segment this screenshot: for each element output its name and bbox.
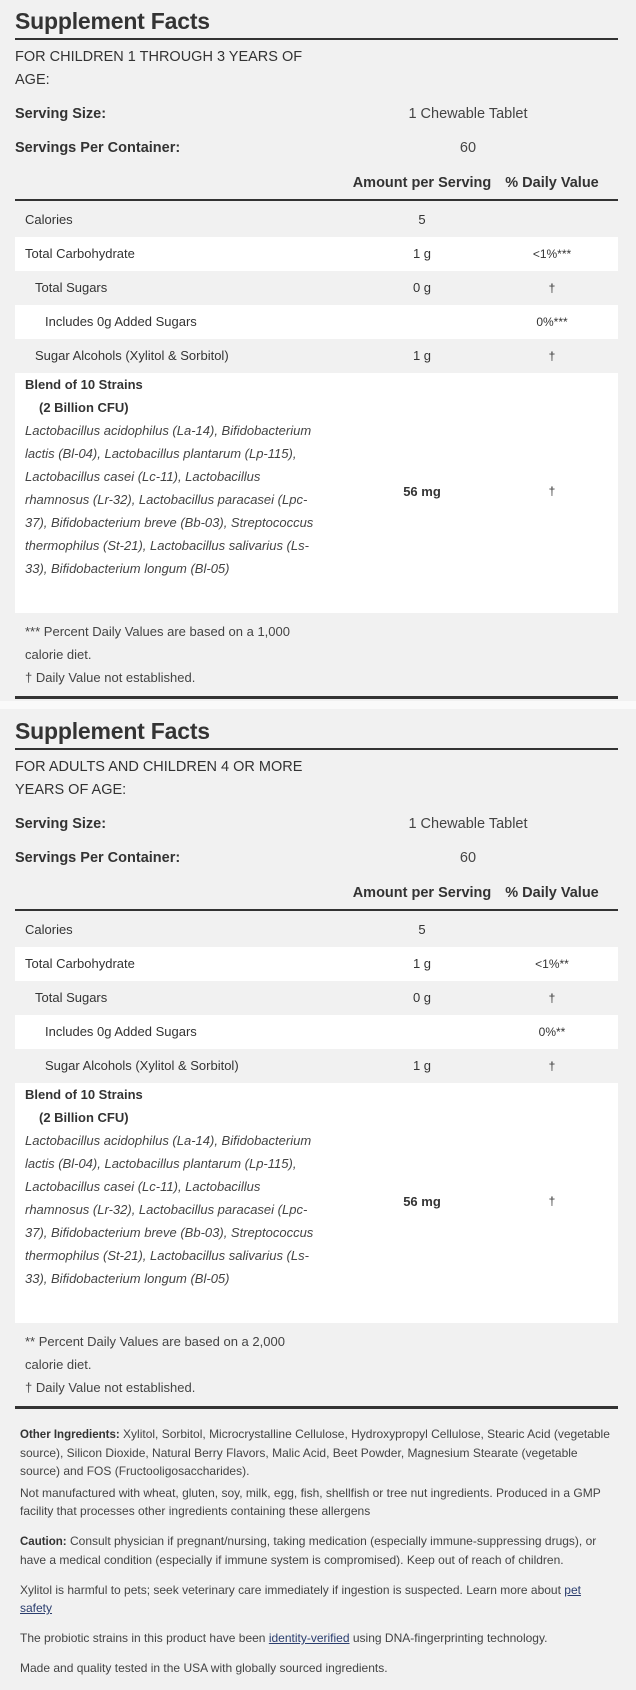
supplement-facts-panel-children (0, 0, 636, 701)
blend-dv: † (548, 1194, 556, 1208)
nutrient-amount: 0 g (412, 280, 432, 295)
probiotic-text-after: using DNA-fingerprinting technology. (352, 1631, 548, 1645)
blend-amount: 56 mg (403, 1194, 441, 1209)
nutrient-name: Calories (25, 212, 73, 227)
nutrient-row-sugar-alcohols (15, 339, 618, 373)
nutrient-dv: <1%*** (532, 247, 572, 261)
nutrient-name: Total Carbohydrate (25, 246, 135, 261)
dagger-footnote: † Daily Value not established. (25, 1380, 196, 1395)
nutrient-name: Sugar Alcohols (Xylitol & Sorbitol) (35, 348, 229, 363)
other-ingredients (20, 1425, 616, 1480)
nutrient-amount: 1 g (412, 246, 432, 261)
audience-label: FOR CHILDREN 1 THROUGH 3 YEARS OF AGE: (15, 49, 303, 88)
caution-label: Caution: (20, 1536, 67, 1548)
blend-strain-list (25, 419, 315, 580)
nutrient-name: Total Sugars (35, 990, 108, 1005)
nutrient-row-added-sugars (15, 305, 618, 339)
blend-strain-text: Lactobacillus acidophilus (La-14), Bifidobacterium lactis (Bl-04), Lactobacillus plantarum (Lp-115), Lactobacillus casei (Lc-11), Lactobacillus rhamnosus (Lr-32), Lactobacillus paracasei (Lpc-37), Bifidobacterium breve (Bb-03), Streptococcus thermophilus (St-21), Lactobacillus salivarius (Ls-33), Bifidobacterium longum (Bl-05) (25, 423, 314, 576)
daily-value-header: % Daily Value (505, 175, 599, 191)
nutrient-dv: † (548, 349, 556, 363)
nutrient-row-total-carbohydrate (15, 237, 618, 271)
title-rule (15, 748, 618, 750)
nutrient-amount: 5 (418, 922, 426, 937)
serving-size-value: 1 Chewable Tablet (408, 816, 528, 832)
blend-strain-list (25, 1129, 315, 1290)
title-rule (15, 38, 618, 40)
servings-per-container-value: 60 (459, 850, 477, 866)
nutrient-row-total-sugars (15, 271, 618, 305)
nutrient-row-sugar-alcohols (15, 1049, 618, 1083)
panel-separator (0, 701, 636, 709)
panel-bottom-rule (15, 1406, 618, 1409)
probiotic-verification (20, 1629, 616, 1647)
xylitol-warning (20, 1581, 616, 1617)
probiotic-blend-row (15, 1083, 618, 1323)
dv-footnote: ** Percent Daily Values are based on a 2,000 calorie diet. (25, 1334, 285, 1372)
nutrient-name: Total Sugars (35, 280, 108, 295)
nutrient-dv: <1%** (535, 957, 569, 971)
nutrient-amount: 1 g (412, 1058, 432, 1073)
blend-amount: 56 mg (403, 484, 441, 499)
nutrient-row-total-carbohydrate (15, 947, 618, 981)
amount-per-serving-header: Amount per Serving (352, 175, 492, 191)
nutrient-name: Total Carbohydrate (25, 956, 135, 971)
header-rule (15, 199, 618, 201)
other-ingredients-text: Xylitol, Sorbitol, Microcrystalline Cellulose, Hydroxypropyl Cellulose, Stearic Acid (vegetable source), Silicon Dioxide, Natural Berry Flavors, Malic Acid, Beet Powder, Magnesium Stearate (vegetable source) and FOS (Fructooligosaccharides). (20, 1427, 610, 1478)
nutrient-row-calories (15, 913, 618, 947)
panel-bottom-rule (15, 696, 618, 699)
blend-cfu: (2 Billion CFU) (39, 1110, 129, 1125)
nutrient-row-total-sugars (15, 981, 618, 1015)
serving-size-label: Serving Size: (15, 106, 107, 122)
nutrient-dv: 0%*** (536, 315, 568, 329)
blend-dv: † (548, 484, 556, 498)
nutrient-amount: 1 g (412, 956, 432, 971)
nutrient-dv: 0%** (538, 1025, 566, 1039)
other-ingredients-label: Other Ingredients: (20, 1429, 120, 1441)
audience-label: FOR ADULTS AND CHILDREN 4 OR MORE YEARS OF AGE: (15, 759, 303, 798)
amount-per-serving-header: Amount per Serving (352, 885, 492, 901)
nutrient-amount: 0 g (412, 990, 432, 1005)
header-rule (15, 909, 618, 911)
probiotic-blend-row (15, 373, 618, 613)
nutrient-name: Calories (25, 922, 73, 937)
blend-title: Blend of 10 Strains (25, 377, 143, 392)
dagger-footnote: † Daily Value not established. (25, 670, 196, 685)
nutrient-name: Includes 0g Added Sugars (45, 314, 197, 329)
pet-safety-link[interactable]: pet safety (20, 1583, 581, 1615)
dv-footnote: *** Percent Daily Values are based on a 1,000 calorie diet. (25, 624, 290, 662)
nutrient-amount: 1 g (412, 348, 432, 363)
made-in-usa-statement: Made and quality tested in the USA with globally sourced ingredients. (20, 1661, 388, 1675)
servings-per-container-value: 60 (459, 140, 477, 156)
daily-value-header: % Daily Value (505, 885, 599, 901)
blend-strain-text: Lactobacillus acidophilus (La-14), Bifidobacterium lactis (Bl-04), Lactobacillus plantarum (Lp-115), Lactobacillus casei (Lc-11), Lactobacillus rhamnosus (Lr-32), Lactobacillus paracasei (Lpc-37), Bifidobacterium breve (Bb-03), Streptococcus thermophilus (St-21), Lactobacillus salivarius (Ls-33), Bifidobacterium longum (Bl-05) (25, 1133, 314, 1286)
blend-cfu: (2 Billion CFU) (39, 400, 129, 415)
caution-text: Consult physician if pregnant/nursing, taking medication (especially immune-suppressing drugs), or have a medical condition (especially if immune system is compromised). Keep out of reach of children. (20, 1534, 597, 1567)
supplement-facts-panel-adults (0, 709, 636, 1409)
servings-per-container-label: Servings Per Container: (15, 850, 181, 866)
nutrient-dv: † (548, 1059, 556, 1073)
allergen-statement: Not manufactured with wheat, gluten, soy, milk, egg, fish, shellfish or tree nut ingredients. Produced in a GMP facility that processes other ingredients containing these allergens (20, 1486, 601, 1518)
servings-per-container-label: Servings Per Container: (15, 140, 181, 156)
xylitol-text: Xylitol is harmful to pets; seek veterinary care immediately if ingestion is suspected. Learn more about (20, 1583, 561, 1597)
nutrient-row-added-sugars (15, 1015, 618, 1049)
nutrient-amount: 5 (418, 212, 426, 227)
panel-title: Supplement Facts (15, 8, 210, 34)
identity-verified-link[interactable]: identity-verified (268, 1631, 350, 1645)
blend-title: Blend of 10 Strains (25, 1087, 143, 1102)
nutrient-dv: † (548, 991, 556, 1005)
nutrient-name: Includes 0g Added Sugars (45, 1024, 197, 1039)
probiotic-text-before: The probiotic strains in this product have been (20, 1631, 266, 1645)
serving-size-label: Serving Size: (15, 816, 107, 832)
panel-title: Supplement Facts (15, 718, 210, 744)
nutrient-dv: † (548, 281, 556, 295)
caution-statement (20, 1532, 616, 1569)
serving-size-value: 1 Chewable Tablet (408, 106, 528, 122)
nutrient-name: Sugar Alcohols (Xylitol & Sorbitol) (45, 1058, 239, 1073)
nutrient-row-calories (15, 203, 618, 237)
